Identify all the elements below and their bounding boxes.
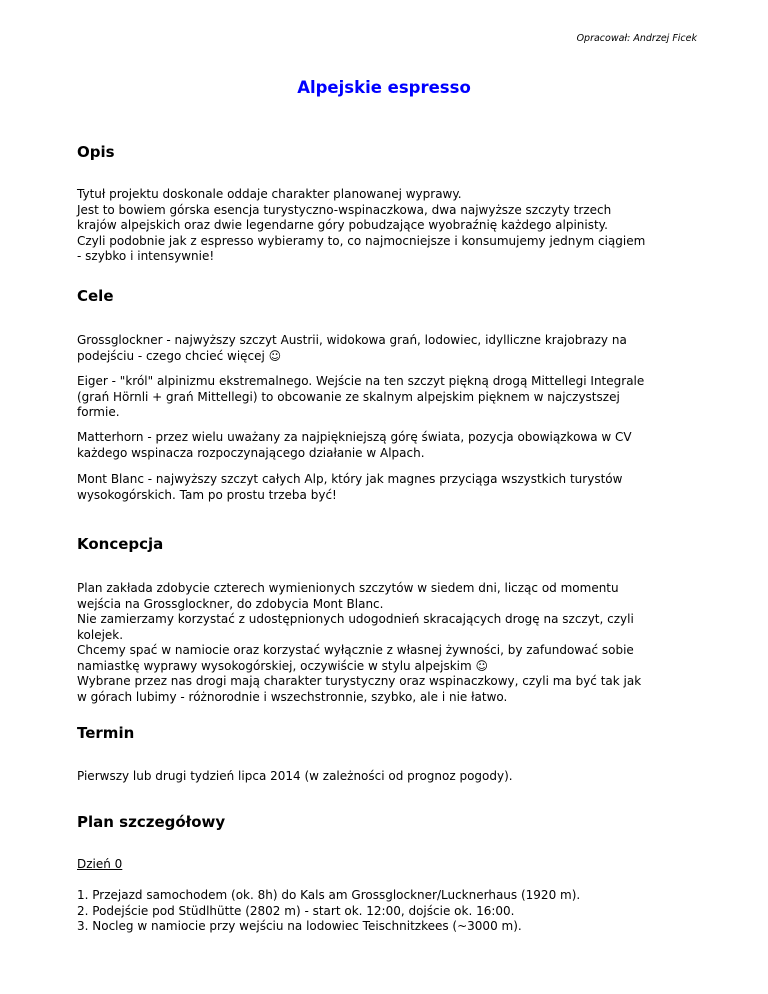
page-title: Alpejskie espresso bbox=[297, 78, 471, 97]
koncepcja-line: Nie zamierzamy korzystać z udostępnionych udogodnień skracających drogę na szczyt, czyli bbox=[77, 612, 634, 626]
cele-line: formie. bbox=[77, 405, 120, 419]
cele-line: podejściu - czego chcieć więcej ☺ bbox=[77, 348, 282, 363]
cele-matterhorn bbox=[77, 430, 717, 461]
plan-day-label bbox=[77, 857, 717, 873]
opis-line: Czyli podobnie jak z espresso wybieramy to, co najmocniejsze i konsumujemy jednym ciągiem bbox=[77, 233, 646, 248]
koncepcja-line: Wybrane przez nas drogi mają charakter turystyczny oraz wspinaczkowy, czyli ma być tak jak bbox=[77, 674, 642, 688]
heading-termin: Termin bbox=[77, 724, 135, 742]
cele-line: każdego wspinacza rozpoczynającego działanie w Alpach. bbox=[77, 445, 425, 460]
heading-koncepcja: Koncepcja bbox=[77, 535, 164, 553]
opis-line: - szybko i intensywnie! bbox=[77, 249, 215, 263]
opis-paragraph bbox=[77, 187, 717, 265]
cele-line: wysokogórskich. Tam po prostu trzeba być! bbox=[77, 487, 337, 502]
cele-line: Grossglockner - najwyższy szczyt Austrii, widokowa grań, lodowiec, idylliczne krajobrazy na bbox=[77, 333, 627, 347]
plan-item: 3. Nocleg w namiocie przy wejściu na lodowiec Teischnitzkees (~3000 m). bbox=[77, 919, 522, 933]
cele-line: (grań Hörnli + grań Mittellegi) to obcowanie ze skalnym alpejskim pięknem w najczystszej bbox=[77, 389, 620, 404]
koncepcja-line: kolejek. bbox=[77, 627, 124, 642]
author-note: Opracował: Andrzej Ficek bbox=[576, 33, 697, 44]
cele-line: Eiger - "król" alpinizmu ekstremalnego. Wejście na ten szczyt piękną drogą Mittellegi Integrale bbox=[77, 374, 645, 388]
termin-line: Pierwszy lub drugi tydzień lipca 2014 (w zależności od prognoz pogody). bbox=[77, 769, 513, 783]
cele-line: Mont Blanc - najwyższy szczyt całych Alp, który jak magnes przyciąga wszystkich turystów bbox=[77, 472, 623, 486]
koncepcja-line: Chcemy spać w namiocie oraz korzystać wyłącznie z własnej żywności, by zafundować sobie bbox=[77, 643, 634, 657]
cele-mont-blanc bbox=[77, 472, 717, 503]
koncepcja-line: Plan zakłada zdobycie czterech wymienionych szczytów w siedem dni, licząc od momentu bbox=[77, 581, 619, 595]
heading-opis: Opis bbox=[77, 143, 115, 161]
cele-line: Matterhorn - przez wielu uważany za najpiękniejszą górę świata, pozycja obowiązkowa w CV bbox=[77, 430, 632, 444]
cele-grossglockner bbox=[77, 333, 717, 364]
plan-item: 2. Podejście pod Stüdlhütte (2802 m) - start ok. 12:00, dojście ok. 16:00. bbox=[77, 903, 515, 918]
heading-plan: Plan szczegółowy bbox=[77, 813, 226, 831]
opis-line: Tytuł projektu doskonale oddaje charakter planowanej wyprawy. bbox=[77, 187, 462, 201]
cele-eiger bbox=[77, 374, 717, 421]
koncepcja-line: namiastkę wyprawy wysokogórskiej, oczywiście w stylu alpejskim ☺ bbox=[77, 658, 489, 673]
plan-list bbox=[77, 888, 717, 935]
heading-cele: Cele bbox=[77, 287, 114, 305]
day-label: Dzień 0 bbox=[77, 857, 123, 871]
koncepcja-paragraph bbox=[77, 581, 717, 705]
termin-paragraph bbox=[77, 769, 717, 785]
koncepcja-line: wejścia na Grossglockner, do zdobycia Mont Blanc. bbox=[77, 596, 384, 611]
koncepcja-line: w górach lubimy - różnorodnie i wszechstronnie, szybko, ale i nie łatwo. bbox=[77, 689, 508, 704]
opis-line: krajów alpejskich oraz dwie legendarne góry pobudzające wyobraźnię każdego alpinisty. bbox=[77, 218, 608, 232]
plan-item: 1. Przejazd samochodem (ok. 8h) do Kals am Grossglockner/Lucknerhaus (1920 m). bbox=[77, 888, 581, 902]
opis-line: Jest to bowiem górska esencja turystyczno-wspinaczkowa, dwa najwyższe szczyty trzech bbox=[77, 202, 612, 217]
